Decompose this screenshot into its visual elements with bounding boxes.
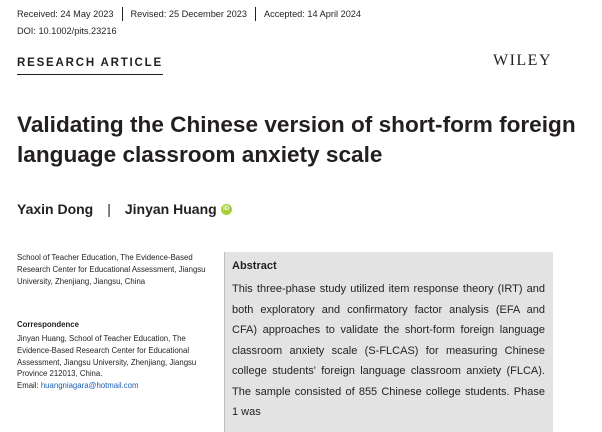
received-date: Received: 24 May 2023 bbox=[17, 9, 114, 19]
abstract-panel bbox=[224, 252, 553, 432]
email-link[interactable]: huangniagara@hotmail.com bbox=[40, 381, 139, 391]
article-type-label: RESEARCH ARTICLE bbox=[17, 57, 163, 69]
email-label: Email: bbox=[17, 381, 41, 391]
author-list bbox=[17, 201, 232, 217]
abstract-border bbox=[224, 252, 225, 432]
article-type-underline bbox=[17, 74, 163, 75]
date-divider bbox=[122, 7, 123, 21]
author-separator: | bbox=[107, 201, 111, 217]
article-title: Validating the Chinese version of short-form foreign language classroom anxiety scale bbox=[17, 112, 576, 167]
abstract-heading: Abstract bbox=[232, 260, 277, 272]
author-affiliation: School of Teacher Education, The Evidence-Based Research Center for Educational Assessment, Jiangsu University, Zhenjiang, Jiangsu, China bbox=[17, 253, 206, 286]
abstract-text: This three-phase study utilized item response theory (IRT) and both exploratory and confirmatory factor analysis (EFA and CFA) approaches to validate the short-form foreign language classroom anxiety scale (S-FLCAS) for measuring Chinese college students' foreign language classroom anxiety (FLCA). The sample consisted of 855 Chinese college students. Phase 1 was bbox=[232, 283, 545, 418]
date-divider bbox=[255, 7, 256, 21]
orcid-icon[interactable]: iD bbox=[221, 204, 232, 215]
publisher-logo: WILEY bbox=[492, 52, 552, 69]
correspondence-address: Jinyan Huang, School of Teacher Education, The Evidence-Based Research Center for Educational Assessment, Jiangsu University, Zhenjiang, Jiangsu Province 212013, China. bbox=[17, 334, 197, 379]
doi[interactable]: DOI: 10.1002/pits.23216 bbox=[17, 26, 117, 36]
accepted-date: Accepted: 14 April 2024 bbox=[263, 9, 362, 19]
correspondence-details bbox=[17, 333, 212, 392]
publication-dates bbox=[17, 6, 361, 22]
author-name[interactable]: Yaxin Dong bbox=[17, 201, 94, 217]
revised-date: Revised: 25 December 2023 bbox=[130, 9, 247, 19]
author-name[interactable]: Jinyan Huang bbox=[124, 201, 217, 217]
correspondence-heading: Correspondence bbox=[17, 320, 79, 329]
